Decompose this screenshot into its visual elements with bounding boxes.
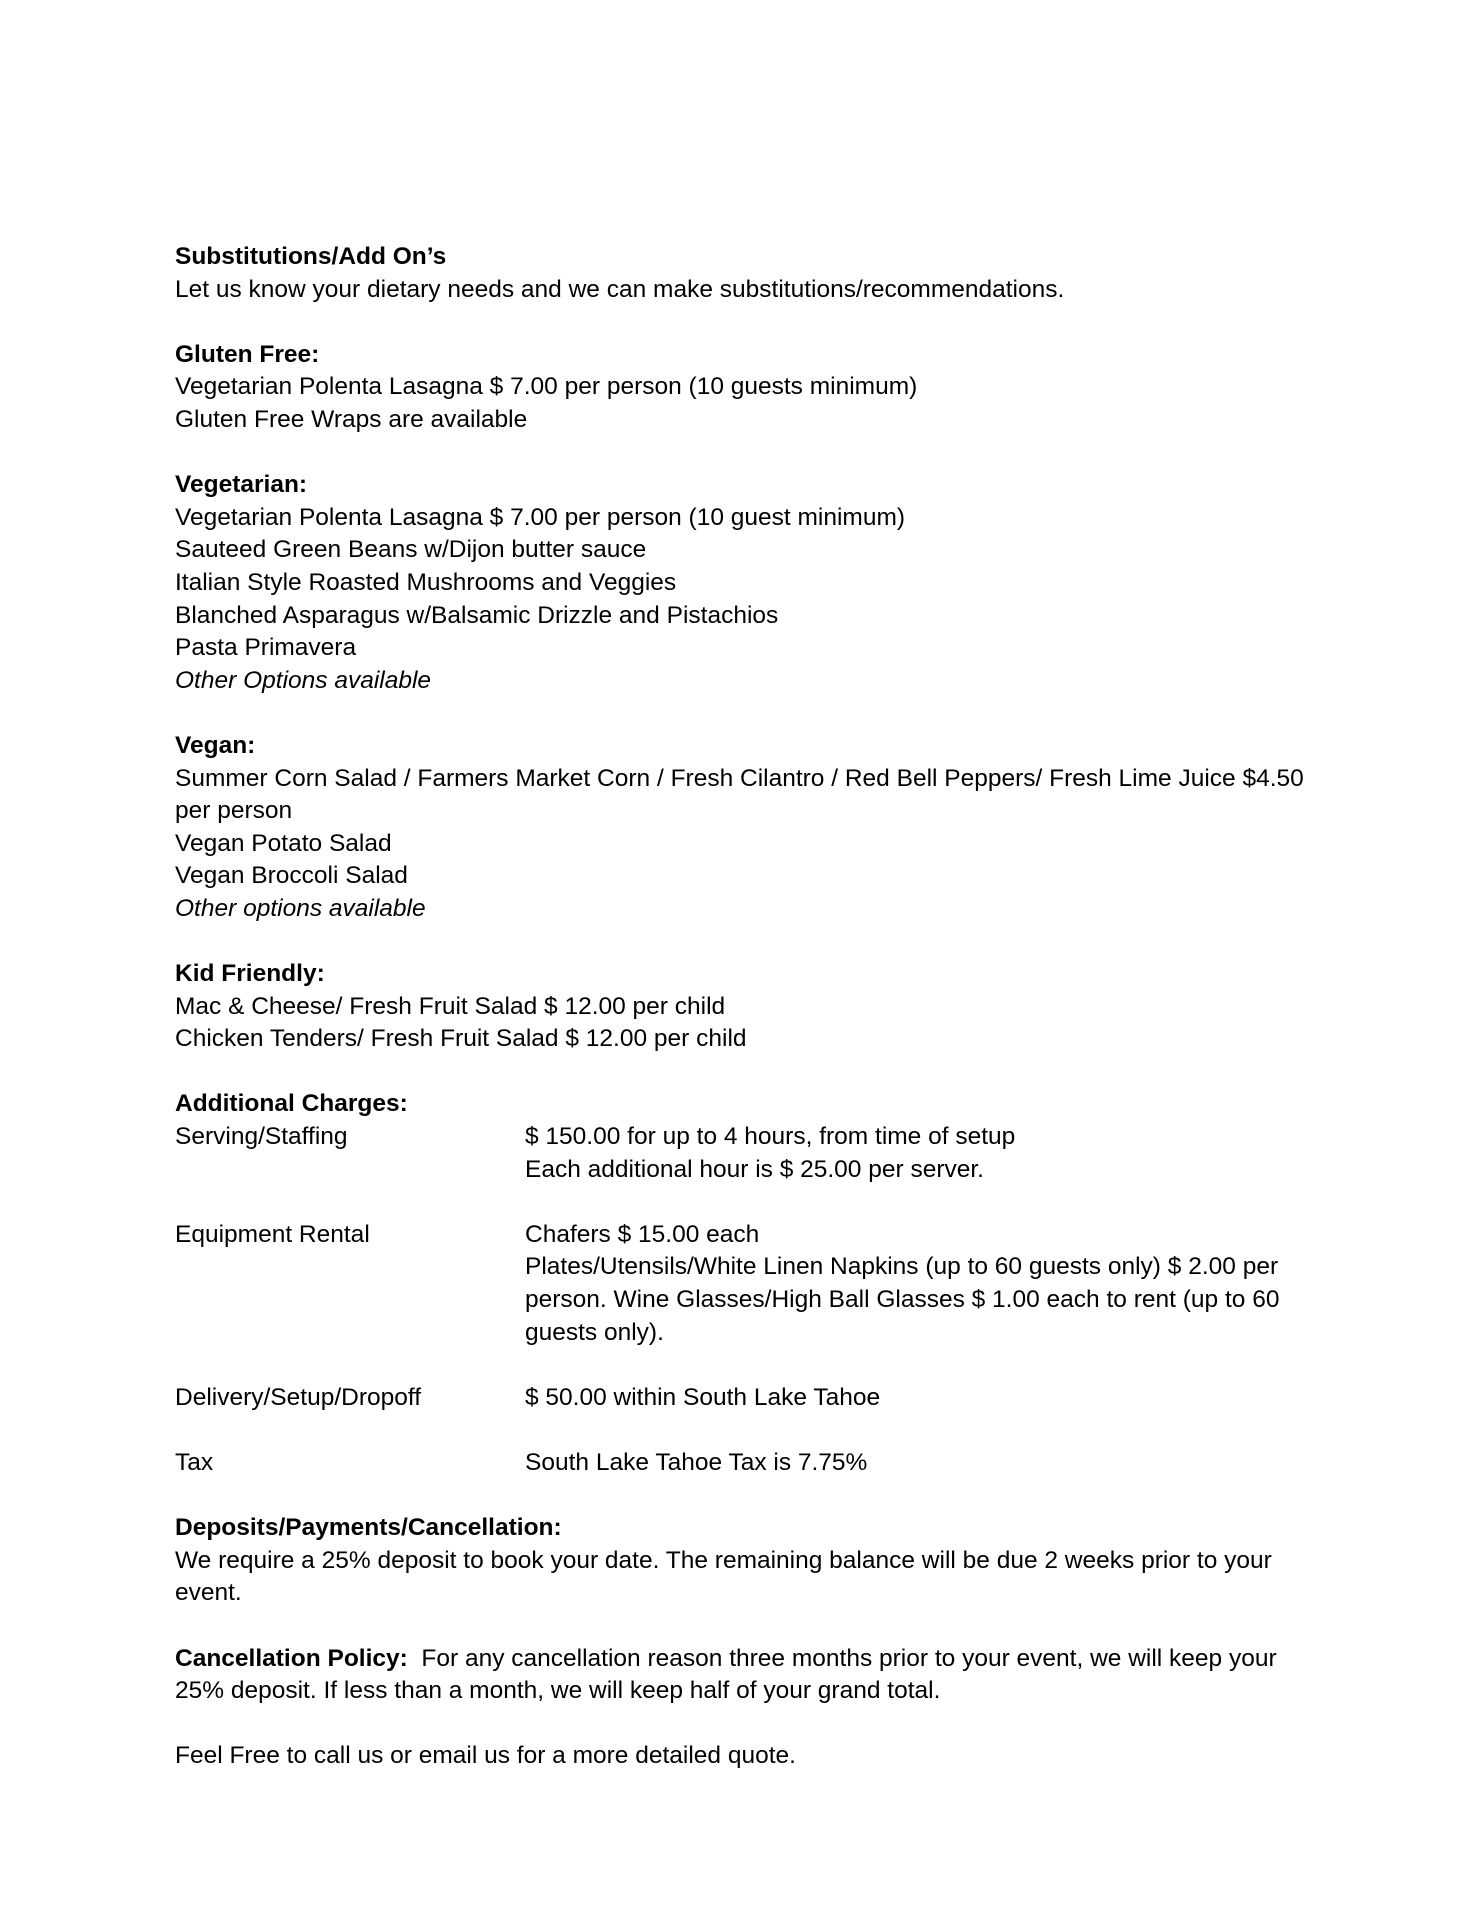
additional-charges-heading: Additional Charges:: [175, 1090, 408, 1118]
vegan-heading: Vegan:: [175, 731, 256, 759]
substitutions-intro: Let us know your dietary needs and we can make substitutions/recommendations.: [175, 275, 1065, 303]
vegan-item: Vegan Broccoli Salad: [175, 862, 408, 890]
charge-value-line: South Lake Tahoe Tax is 7.75%: [525, 1448, 868, 1476]
vegetarian-item: Blanched Asparagus w/Balsamic Drizzle and Pistachios: [175, 601, 779, 629]
charge-label: Tax: [175, 1448, 214, 1476]
spacer: [175, 1480, 1325, 1513]
vegan-note: Other options available: [175, 894, 426, 922]
deposits-text: We require a 25% deposit to book your date. The remaining balance will be due 2 weeks prior to your: [175, 1546, 1272, 1574]
charge-value: [525, 1382, 1325, 1415]
gluten-free-item: Vegetarian Polenta Lasagna $ 7.00 per person (10 guests minimum): [175, 373, 918, 401]
charge-value: [525, 1219, 1325, 1349]
charge-value: [525, 1121, 1325, 1186]
charge-value-line: Each additional hour is $ 25.00 per server.: [525, 1155, 984, 1183]
document-page: [175, 241, 1325, 1773]
spacer: [175, 1414, 1325, 1447]
cancellation-policy: [175, 1643, 1325, 1676]
spacer: [175, 1610, 1325, 1643]
spacer: [175, 1056, 1325, 1089]
vegetarian-note: Other Options available: [175, 666, 432, 694]
charge-label: Delivery/Setup/Dropoff: [175, 1383, 422, 1411]
charge-value: [525, 1447, 1325, 1480]
spacer: [175, 925, 1325, 958]
cancellation-policy-text: 25% deposit. If less than a month, we will keep half of your grand total.: [175, 1677, 941, 1705]
charge-value-line: guests only).: [525, 1318, 664, 1346]
charge-value-line: person. Wine Glasses/High Ball Glasses $ 1.00 each to rent (up to 60: [525, 1286, 1280, 1313]
kid-friendly-item: Chicken Tenders/ Fresh Fruit Salad $ 12.00 per child: [175, 1025, 747, 1053]
spacer: [175, 437, 1325, 470]
vegetarian-item: Sauteed Green Beans w/Dijon butter sauce: [175, 536, 647, 564]
charge-value-line: Chafers $ 15.00 each: [525, 1220, 760, 1248]
kid-friendly-item: Mac & Cheese/ Fresh Fruit Salad $ 12.00 per child: [175, 992, 726, 1020]
deposits-heading: Deposits/Payments/Cancellation:: [175, 1514, 562, 1542]
charge-label: Equipment Rental: [175, 1220, 370, 1248]
vegetarian-item: Pasta Primavera: [175, 634, 357, 662]
spacer: [175, 306, 1325, 339]
charge-value-line: $ 150.00 for up to 4 hours, from time of setup: [525, 1123, 1016, 1151]
charge-row-tax: [175, 1447, 1325, 1480]
cancellation-policy-text: For any cancellation reason three months prior to your event, we will keep your: [407, 1644, 1277, 1672]
spacer: [175, 697, 1325, 730]
cancellation-policy-label: Cancellation Policy:: [175, 1644, 408, 1672]
closing-text: Feel Free to call us or email us for a more detailed quote.: [175, 1742, 796, 1770]
deposits-text: event.: [175, 1579, 242, 1607]
vegetarian-item: Italian Style Roasted Mushrooms and Veggies: [175, 568, 677, 596]
charge-row-serving: [175, 1121, 1325, 1186]
substitutions-heading: Substitutions/Add On’s: [175, 243, 447, 270]
vegan-item: per person: [175, 797, 293, 825]
charge-label: Serving/Staffing: [175, 1123, 348, 1151]
gluten-free-item: Gluten Free Wraps are available: [175, 405, 528, 433]
spacer: [175, 1708, 1325, 1741]
charge-value-line: $ 50.00 within South Lake Tahoe: [525, 1383, 881, 1411]
gluten-free-heading: Gluten Free:: [175, 340, 320, 368]
vegan-item: Vegan Potato Salad: [175, 829, 392, 857]
spacer: [175, 1186, 1325, 1219]
vegetarian-item: Vegetarian Polenta Lasagna $ 7.00 per person (10 guest minimum): [175, 503, 906, 531]
charge-row-equipment: [175, 1219, 1325, 1349]
spacer: [175, 1349, 1325, 1382]
charge-row-delivery: [175, 1382, 1325, 1415]
charge-value-line: Plates/Utensils/White Linen Napkins (up to 60 guests only) $ 2.00 per: [525, 1253, 1279, 1281]
kid-friendly-heading: Kid Friendly:: [175, 960, 325, 988]
vegetarian-heading: Vegetarian:: [175, 471, 308, 499]
vegan-item: Summer Corn Salad / Farmers Market Corn / Fresh Cilantro / Red Bell Peppers/ Fresh Lime Juice $4.50: [175, 764, 1304, 792]
